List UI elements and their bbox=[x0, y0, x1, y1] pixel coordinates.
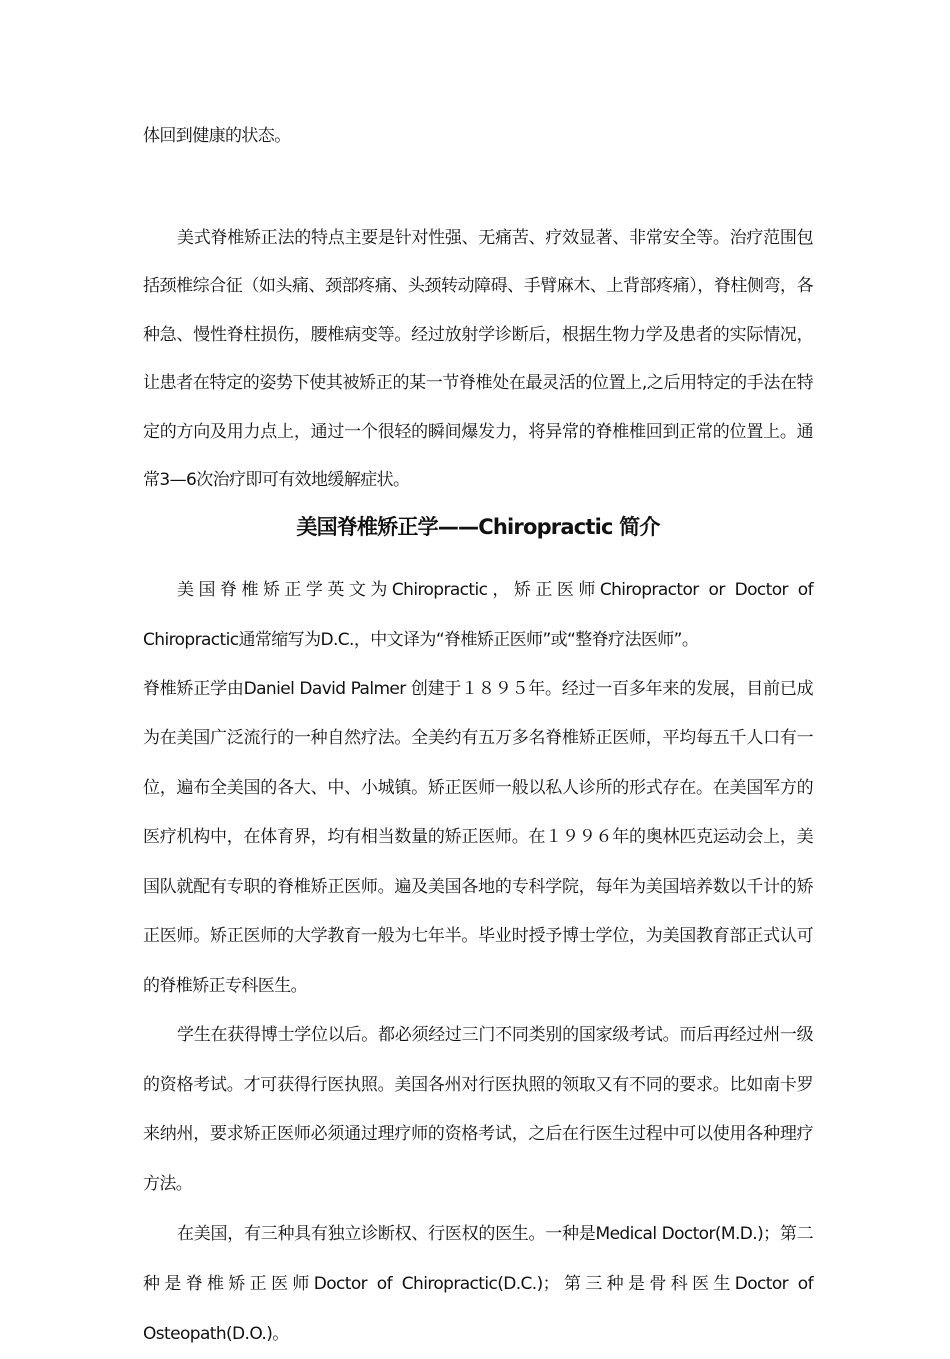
section-heading: 美国脊椎矫正学——Chiropractic 简介 bbox=[296, 514, 660, 539]
paragraph-doctors: 在美国，有三种具有独立诊断权、行医权的医生。一种是Medical Doctor(M.D.)；第二种是脊椎矫正医师Doctor of Chiropractic(D.C.)；第三种是骨科医生Doctor of Osteopath(D.O.)。 bbox=[143, 1224, 813, 1344]
document-body bbox=[143, 112, 813, 1359]
paragraph-definition: 美国脊椎矫正学英文为Chiropractic，矫正医师Chiropractor or Doctor of Chiropractic通常缩写为D.C.，中文译为“脊椎矫正医师”或“整脊疗法医师”。 bbox=[143, 579, 813, 650]
paragraph-features: 美式脊椎矫正法的特点主要是针对性强、无痛苦、疗效显著、非常安全等。治疗范围包括颈椎综合征（如头痛、颈部疼痛、头颈转动障碍、手臂麻木、上背部疼痛），脊柱侧弯，各种急、慢性脊柱损伤，腰椎病变等。经过放射学诊断后，根据生物力学及患者的实际情况，让患者在特定的姿势下使其被矫正的某一节脊椎处在最灵活的位置上,之后用特定的手法在特定的方向及用力点上，通过一个很轻的瞬间爆发力，将异常的脊椎椎回到正常的位置上。通常3—6次治疗即可有效地缓解症状。 bbox=[143, 227, 813, 490]
paragraph-exams: 学生在获得博士学位以后。都必须经过三门不同类别的国家级考试。而后再经过州一级的资格考试。才可获得行医执照。美国各州对行医执照的领取又有不同的要求。比如南卡罗来纳州，要求矫正医师必须通过理疗师的资格考试，之后在行医生过程中可以使用各种理疗方法。 bbox=[143, 1025, 813, 1194]
paragraph-gap bbox=[143, 161, 813, 214]
intro-fragment: 体回到健康的状态。 bbox=[143, 126, 291, 146]
paragraph-history: 脊椎矫正学由Daniel David Palmer 创建于１８９５年。经过一百多年来的发展，目前已成为在美国广泛流行的一种自然疗法。全美约有五万多名脊椎矫正医师，平均每五千人口有一位，遍布全美国的各大、中、小城镇。矫正医师一般以私人诊所的形式存在。在美国军方的医疗机构中，在体育界，均有相当数量的矫正医师。在１９９６年的奥林匹克运动会上，美国队就配有专职的脊椎矫正医师。遍及美国各地的专科学院，每年为美国培养数以千计的矫正医师。矫正医师的大学教育一般为七年半。毕业时授予博士学位，为美国教育部正式认可的脊椎矫正专科医生。 bbox=[143, 678, 813, 996]
